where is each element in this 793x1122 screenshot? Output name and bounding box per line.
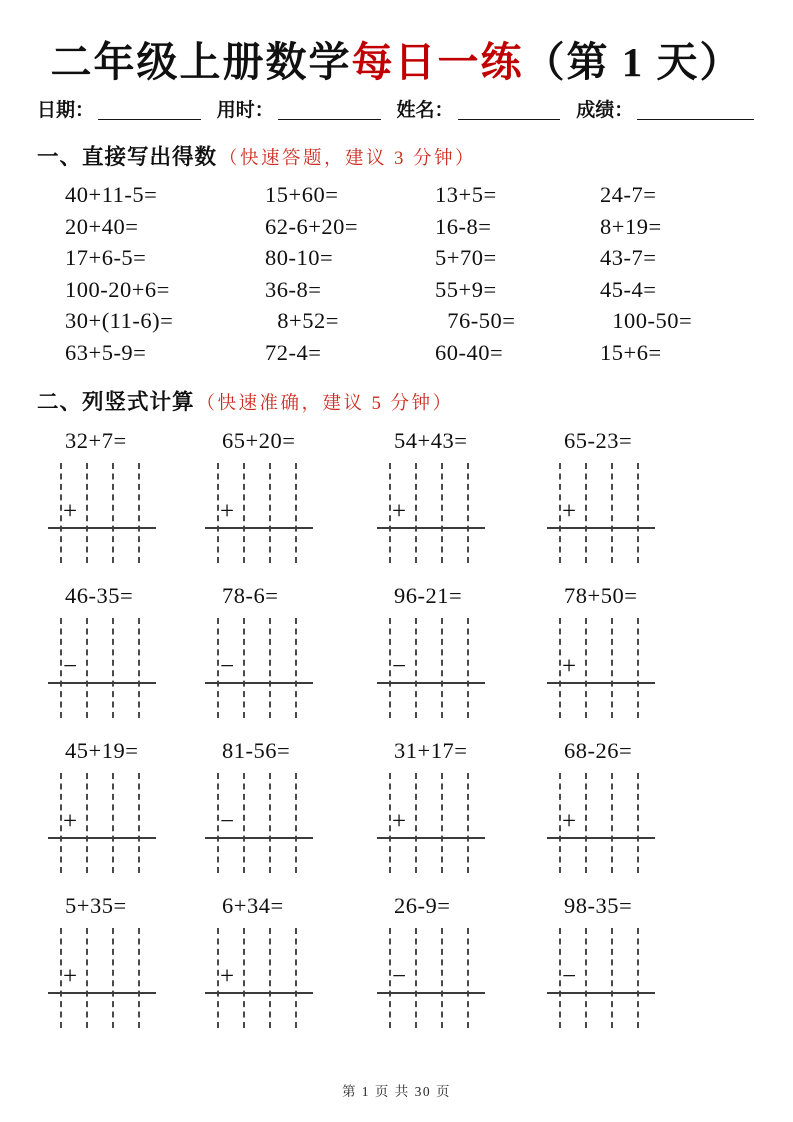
- answer-line: [377, 837, 485, 839]
- title-text-left: 二年级上册数学: [50, 39, 352, 85]
- column-guide-line: [467, 463, 469, 563]
- vertical-calculation-grid: [37, 426, 756, 1028]
- oral-problem: 43-7=: [600, 245, 657, 271]
- vertical-problem: [536, 581, 756, 718]
- column-guide-line: [269, 618, 271, 718]
- page-title: [37, 38, 756, 87]
- column-guide-line: [86, 773, 88, 873]
- operator-sign: −: [392, 963, 407, 991]
- vertical-form-grid: [377, 773, 485, 873]
- vertical-form-grid: [547, 773, 655, 873]
- oral-problem: 20+40=: [65, 213, 139, 239]
- answer-line: [547, 992, 655, 994]
- operator-sign: −: [220, 808, 235, 836]
- column-guide-line: [217, 463, 219, 563]
- column-guide-line: [467, 773, 469, 873]
- vertical-problem: [37, 736, 194, 873]
- column-guide-line: [585, 928, 587, 1028]
- oral-problem: 62-6+20=: [265, 213, 359, 239]
- column-guide-line: [611, 463, 613, 563]
- title-text-right: （第 1 天）: [523, 39, 743, 85]
- vertical-problem-label: 68-26=: [564, 738, 633, 764]
- oral-problem: 76-50=: [435, 308, 516, 334]
- column-guide-line: [60, 928, 62, 1028]
- section2-heading: [37, 385, 756, 416]
- info-field: [576, 99, 756, 123]
- vertical-problem-label: 5+35=: [65, 893, 127, 919]
- vertical-form-grid: [547, 463, 655, 563]
- column-guide-line: [217, 773, 219, 873]
- column-guide-line: [441, 463, 443, 563]
- vertical-problem-label: 65+20=: [222, 428, 296, 454]
- vertical-form-grid: [205, 773, 313, 873]
- answer-line: [547, 682, 655, 684]
- oral-calculation-grid: [37, 179, 756, 368]
- oral-problem: 40+11-5=: [65, 182, 158, 208]
- answer-line: [48, 992, 156, 994]
- answer-line: [48, 837, 156, 839]
- answer-line: [205, 527, 313, 529]
- vertical-problem-label: 26-9=: [394, 893, 451, 919]
- info-field-label: 日期：: [37, 100, 95, 122]
- operator-sign: +: [63, 808, 78, 836]
- column-guide-line: [637, 928, 639, 1028]
- column-guide-line: [559, 463, 561, 563]
- answer-line: [48, 527, 156, 529]
- vertical-problem: [536, 426, 756, 563]
- oral-problem: 55+9=: [435, 276, 497, 302]
- oral-problem: 80-10=: [265, 245, 334, 271]
- vertical-problem-label: 6+34=: [222, 893, 284, 919]
- title-text-accent: 每日一练: [351, 39, 524, 85]
- column-guide-line: [611, 773, 613, 873]
- oral-problem: 30+(11-6)=: [65, 308, 174, 334]
- answer-line: [377, 527, 485, 529]
- oral-problem: 72-4=: [265, 339, 322, 365]
- oral-problem: 60-40=: [435, 339, 504, 365]
- vertical-problem: [366, 891, 536, 1028]
- column-guide-line: [86, 463, 88, 563]
- operator-sign: +: [63, 498, 78, 526]
- info-field-blank: [458, 101, 561, 120]
- vertical-form-grid: [377, 928, 485, 1028]
- column-guide-line: [295, 463, 297, 563]
- column-guide-line: [243, 773, 245, 873]
- info-field-label: 姓名：: [396, 100, 454, 122]
- operator-sign: +: [220, 498, 235, 526]
- column-guide-line: [269, 773, 271, 873]
- vertical-problem-label: 81-56=: [222, 738, 291, 764]
- section2-title: 二、列竖式计算: [37, 390, 195, 415]
- column-guide-line: [389, 463, 391, 563]
- oral-problem: 24-7=: [600, 182, 657, 208]
- column-guide-line: [441, 618, 443, 718]
- column-guide-line: [60, 618, 62, 718]
- oral-problem: 15+60=: [265, 182, 339, 208]
- vertical-form-grid: [205, 928, 313, 1028]
- column-guide-line: [637, 463, 639, 563]
- column-guide-line: [138, 618, 140, 718]
- answer-line: [205, 992, 313, 994]
- column-guide-line: [585, 773, 587, 873]
- section1-heading: [37, 140, 756, 171]
- column-guide-line: [60, 773, 62, 873]
- vertical-problem: [37, 891, 194, 1028]
- column-guide-line: [86, 928, 88, 1028]
- column-guide-line: [585, 463, 587, 563]
- column-guide-line: [243, 463, 245, 563]
- info-field-label: 用时：: [216, 100, 274, 122]
- oral-problem: 16-8=: [435, 213, 492, 239]
- column-guide-line: [112, 463, 114, 563]
- vertical-problem-label: 54+43=: [394, 428, 468, 454]
- column-guide-line: [389, 773, 391, 873]
- vertical-problem: [194, 581, 366, 718]
- column-guide-line: [138, 928, 140, 1028]
- oral-problem: 8+19=: [600, 213, 662, 239]
- oral-problem: 13+5=: [435, 182, 497, 208]
- column-guide-line: [637, 773, 639, 873]
- vertical-form-grid: [205, 463, 313, 563]
- answer-line: [547, 527, 655, 529]
- vertical-problem-label: 31+17=: [394, 738, 468, 764]
- column-guide-line: [138, 773, 140, 873]
- oral-problem: 36-8=: [265, 276, 322, 302]
- operator-sign: +: [392, 808, 407, 836]
- vertical-form-grid: [48, 928, 156, 1028]
- column-guide-line: [415, 618, 417, 718]
- answer-line: [377, 992, 485, 994]
- vertical-problem: [536, 736, 756, 873]
- column-guide-line: [60, 463, 62, 563]
- operator-sign: −: [392, 653, 407, 681]
- info-field-blank: [278, 101, 381, 120]
- column-guide-line: [441, 773, 443, 873]
- info-field-blank: [98, 101, 201, 120]
- column-guide-line: [559, 773, 561, 873]
- column-guide-line: [415, 928, 417, 1028]
- operator-sign: +: [220, 963, 235, 991]
- column-guide-line: [86, 618, 88, 718]
- column-guide-line: [389, 618, 391, 718]
- column-guide-line: [441, 928, 443, 1028]
- vertical-problem: [366, 581, 536, 718]
- operator-sign: +: [562, 653, 577, 681]
- operator-sign: +: [562, 808, 577, 836]
- vertical-problem: [194, 426, 366, 563]
- oral-problem: 63+5-9=: [65, 339, 147, 365]
- vertical-problem-label: 78-6=: [222, 583, 279, 609]
- column-guide-line: [112, 618, 114, 718]
- column-guide-line: [269, 463, 271, 563]
- oral-problem: 5+70=: [435, 245, 497, 271]
- answer-line: [205, 682, 313, 684]
- column-guide-line: [467, 618, 469, 718]
- answer-line: [547, 837, 655, 839]
- oral-problem: 100-50=: [600, 308, 693, 334]
- column-guide-line: [217, 618, 219, 718]
- oral-problem: 17+6-5=: [65, 245, 147, 271]
- column-guide-line: [637, 618, 639, 718]
- oral-problem: 45-4=: [600, 276, 657, 302]
- vertical-form-grid: [547, 618, 655, 718]
- vertical-problem: [194, 891, 366, 1028]
- vertical-problem-label: 65-23=: [564, 428, 633, 454]
- vertical-problem: [366, 426, 536, 563]
- column-guide-line: [112, 928, 114, 1028]
- vertical-form-grid: [547, 928, 655, 1028]
- vertical-problem: [366, 736, 536, 873]
- section1-title: 一、直接写出得数: [37, 145, 218, 170]
- section1-note: （快速答题，建议 3 分钟）: [219, 149, 477, 170]
- info-field: [217, 99, 397, 123]
- vertical-problem: [536, 891, 756, 1028]
- operator-sign: +: [392, 498, 407, 526]
- vertical-problem-label: 45+19=: [65, 738, 139, 764]
- column-guide-line: [295, 773, 297, 873]
- operator-sign: −: [220, 653, 235, 681]
- vertical-problem-label: 32+7=: [65, 428, 127, 454]
- column-guide-line: [295, 928, 297, 1028]
- info-field-label: 成绩：: [576, 100, 634, 122]
- oral-problem: 8+52=: [265, 308, 339, 334]
- operator-sign: −: [562, 963, 577, 991]
- column-guide-line: [559, 618, 561, 718]
- oral-problem: 100-20+6=: [65, 276, 170, 302]
- column-guide-line: [243, 618, 245, 718]
- vertical-problem-label: 78+50=: [564, 583, 638, 609]
- operator-sign: −: [63, 653, 78, 681]
- column-guide-line: [112, 773, 114, 873]
- info-field-blank: [637, 101, 754, 120]
- vertical-problem: [37, 426, 194, 563]
- page-number: 第 1 页 共 30 页: [341, 1084, 452, 1099]
- vertical-problem: [37, 581, 194, 718]
- info-field: [397, 99, 577, 123]
- column-guide-line: [295, 618, 297, 718]
- column-guide-line: [415, 463, 417, 563]
- column-guide-line: [138, 463, 140, 563]
- oral-problem: 15+6=: [600, 339, 662, 365]
- vertical-problem-label: 98-35=: [564, 893, 633, 919]
- column-guide-line: [611, 928, 613, 1028]
- column-guide-line: [243, 928, 245, 1028]
- answer-line: [377, 682, 485, 684]
- info-fields-row: [37, 99, 756, 123]
- vertical-form-grid: [377, 463, 485, 563]
- vertical-form-grid: [48, 773, 156, 873]
- vertical-form-grid: [48, 618, 156, 718]
- operator-sign: +: [562, 498, 577, 526]
- info-field: [37, 99, 217, 123]
- column-guide-line: [269, 928, 271, 1028]
- vertical-form-grid: [377, 618, 485, 718]
- vertical-problem: [194, 736, 366, 873]
- answer-line: [48, 682, 156, 684]
- column-guide-line: [585, 618, 587, 718]
- operator-sign: +: [63, 963, 78, 991]
- vertical-form-grid: [205, 618, 313, 718]
- vertical-problem-label: 96-21=: [394, 583, 463, 609]
- section2-note: （快速准确，建议 5 分钟）: [196, 394, 454, 415]
- column-guide-line: [389, 928, 391, 1028]
- answer-line: [205, 837, 313, 839]
- column-guide-line: [559, 928, 561, 1028]
- column-guide-line: [415, 773, 417, 873]
- vertical-problem-label: 46-35=: [65, 583, 134, 609]
- vertical-form-grid: [48, 463, 156, 563]
- column-guide-line: [611, 618, 613, 718]
- column-guide-line: [217, 928, 219, 1028]
- column-guide-line: [467, 928, 469, 1028]
